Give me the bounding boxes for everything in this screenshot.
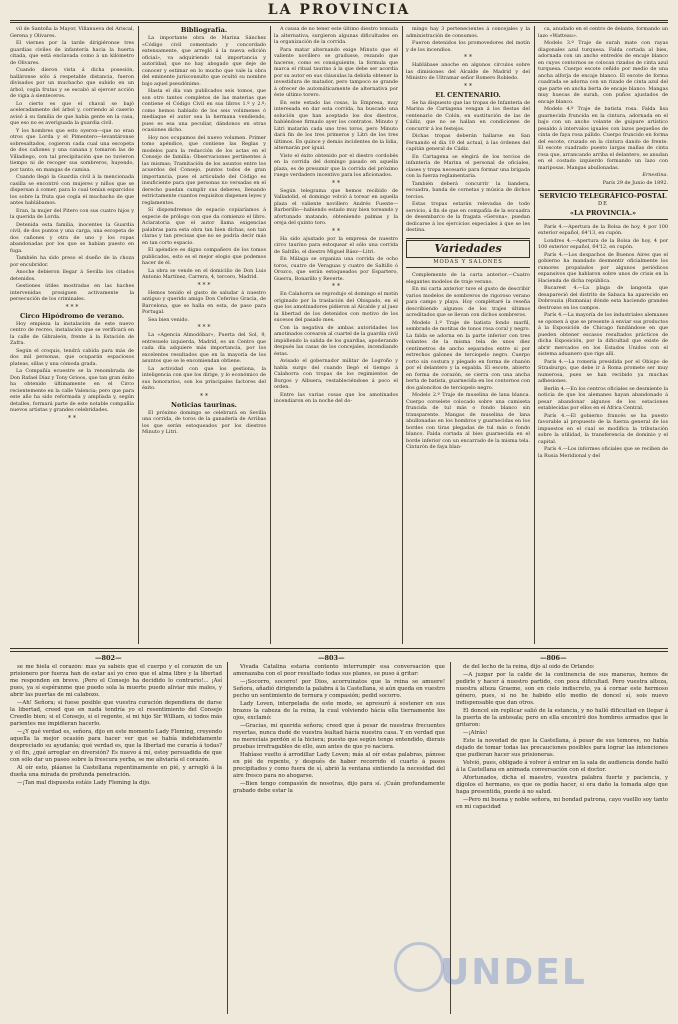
paragraph: Bucarest 4.—La plaga de langosta que desapareció del distrito de Sabaca ha aparecido en Dobrouzia (Rumania) dónde esta haciendo grandes destrozos en los campos. [538, 285, 668, 311]
top-col1-paras [10, 26, 134, 303]
section-rule [10, 648, 668, 649]
top-col4-paras2 [406, 62, 530, 82]
paragraph: —¿Y qué verdad es, señora, dijo en este momento Lady Fleming, creyendo aquella la mejor ocasión para hacer ver que se había indebidamente despreciado su ayudanía; qué verdad es, que la libertad me curaría á todas? y el fin, ¿qué arreglar en diversión? Es nuevo á mí, estoy persuadida de que con sólo dar un paseo sobre la frescura yerba, se me aliviaría el corazón. [10, 729, 222, 763]
column-divider [534, 26, 535, 644]
serial-col2-paras [233, 664, 445, 795]
paragraph: Hablábase anoche en algunos círculos sobre las dimisiones del Alcalde de Madrid y del Ministro de Ultramar señor Romero Robledo. [406, 62, 530, 81]
paragraph: —Ah! Señora; si fuese posible que vuestra curación dependiera de darse la libertad, creed que en nada tendría yo el resentimiento del Consejo Creedlo bien; si el Consejo, si el regente, si mi hijo Sir William, si todos más parientes me impidieran hacerlo. [10, 700, 222, 727]
masthead-rule-thin [10, 22, 668, 23]
serial-column-1 [10, 664, 222, 1016]
top-column-1 [10, 26, 134, 644]
folio-number-1: —802— [95, 654, 122, 662]
paragraph: En este estado las cosas, la Empresa, muy interesada en dar esta corrida, ha buscado una solución que han aceptado los dos diestros, habiéndose firmado ayer los contratos. Minuto y Litri matarán cada uno tres toros, pero Minuto dará fin de los tres primeros y Litri de los tres últimos. En quince y demás incidentes de la lidia, alternarán por igual. [274, 99, 398, 151]
paragraph: Se ha dispuesto que las tropas de Infantería de Marina de Cartagena vengan á los fiestas del centenario de Colón, en sustitución de las de Cádiz, que no se hallan en condiciones de concurrir á los festejos. [406, 99, 530, 132]
svg-text:UNDEL: UNDEL [440, 952, 587, 993]
paragraph: También deberá concurrir la bandera, escuadra, banda de cornetas y música de dichos tercios. [406, 180, 530, 200]
top-col3-paras2 [274, 188, 398, 227]
paragraph: —¡Atrás! [463, 730, 488, 736]
paragraph: Lady Loven, interpelada de este modo, se apresuró á sostener en sus brazos la cabeza de la reina, la cual volviendo hácia ella tiernamente los ojos, exclamó: [233, 701, 445, 721]
paragraph: La importante obra de Marina Sánchez «Código civil comentado y concordado extensamente, que arregló á la nueva edición oficial», va adquiriendo tal importancia y autoridad, que no hay abogado que deje de conocer y estimar en lo mucho que vale la obra del eminente jurisconsulto que ocultó su nombre bajo aquel pseudónimo. [142, 35, 266, 87]
paragraph: Complemento de la carta anterior.—Cuatro elegantes modelos de traje verano. [406, 272, 530, 285]
telegraph-box [538, 190, 668, 220]
paragraph: Visto el éxito obtenido por el diestro cordobés en la corrida del domingo pasado en aquella plaza, es de presumir que la corrida del próximo ruego verdadero incentivo para los aficionados. [274, 152, 398, 178]
paragraph: Con la negativa de ambas autoridades los amotinados corearon al cuartel de la guardia civil impidiendo la salida de los guardias, apoderando después las casas de los concejales, incendiando éstas. [274, 324, 398, 357]
folio-number-2: —803— [318, 654, 345, 662]
paragraph: Modelo 3.º Traje de surah mate con rayas diagonales azul turquesa. Falda cortada al bies, adornada con un ancho entredós de encaje blanco en cuyos contornos se colocan rizados de cinta azul turquesa. Cuerpo escote ceñido por medio de una ancha alforja de encaje blanco. El escote de forma cuadrada se adorna con un rizado de cinta azul del que parte en ancha berta de encaje blanco. Mangas muy huecas de surah, con puños ajustados de encaje blanco. [538, 40, 668, 105]
ornament: * * * [197, 324, 211, 331]
masthead-title: LA PROVINCIA [267, 2, 411, 18]
paragraph: Al oír esto, pláanse la Castellana repentinamente en pié, y arregló á la dueña una mirada de profunda penetración. [10, 765, 222, 778]
paragraph: En Málaga se organiza una corrida de ocho toros, cuatro de Veraguas y cuatro de Saltillo ó Orozco, que serán estoqueados por Espartero, Guerra, Bonarillo y Reverte. [274, 256, 398, 282]
top-col3-paras4 [274, 291, 398, 405]
top-column-4 [406, 26, 530, 644]
paragraph: de del lecho de la reina, dijo al oído de Orlando: [463, 664, 595, 670]
folio-number-3: —806— [540, 654, 567, 662]
paragraph: Sí dispondremos de espacio copiaríamos á especie de prólogo con que da comienzo el libro. Aclaratoria que el autor llama exigencias palabras para esta obra tan bien dichas, son tan claras y tan precisas que no se podría decir más en tan corto espacio. [142, 207, 266, 246]
paragraph: —¡Socorro, socorro! por Dios, acorruinatos que la reina se amuere! Señora, añadió dirigiendo la palabra á la Castellana, si aún queda en vuestro pecho un sentimiento de ternura y compasión; pedid socorro. [233, 679, 445, 699]
paragraph: Sea bien venido. [148, 316, 189, 323]
paragraph: Modelo 2.º Traje de muselina de lana blanca. Cuerpo corselete colocado sobre una camiseta fruncida de tul más o fondo blanco sin transparente. Mangas de muselina de lana abullonadas en los hombros y guarnecidas en los bordes con tiras plegadas de tul más o fondo blanco. Falda cortada al bies guarnecida en el borde inferior con un encarrado de la misma tela. Cinturón de faya blan- [406, 392, 530, 450]
paragraph: París 4.—Los despachos de Buenos Aires que el gobierno ha mandado desmentir oficialmente los rumores propalados por algunos periódicos expansivos que hablaron sobre unos de crisis en la Hacienda de dicha república. [538, 251, 668, 284]
top-col2-paras3 [142, 332, 266, 392]
paragraph: se me hiela el corazón: mas ya sabéis que el cuerpo y el corazón de un prisionero por fuerza han de estar así yo creo que el alma libre y la libertad me responden en breve. ¡Pero el Consejo ha decidido lo contrario!... ¡Así pues, ya sí espéranme que puedo sola la muerte puedo aliviar mis males, y abrir las puertas de mi calabozo. [10, 664, 222, 698]
paragraph: Berlín 4.—En los centros oficiales se desmiente la noticia de que los alemanes hayan abandonado á pesar abandonar algunos de los estaciones establecidas por ellos en el África Central. [538, 385, 668, 411]
paragraph: La Compañía ecuestre se la renombrada de Don Rafael Díaz y Tony Grioos, que tan gran éxito ha obtenido últimamente en el Circo recientemente en la calle Valencia; pero que para este año ha sido reformada y ampliada y, según detalles, formará parte de este notable compañía nuevos artistas y grandes celebridades. [10, 368, 134, 413]
section-heading-provincia: «LA PROVINCIA.» [569, 208, 637, 217]
ornament: * * * [65, 303, 79, 311]
paragraph: —Pero mi buena y noble señora, mi bondad patrona, cayo vuelllo soy tanto en mi capacidad [456, 797, 668, 810]
ornament: * * [68, 414, 76, 422]
ornament: * * [464, 54, 472, 61]
paragraph: Vivada Catalina estaría contento interrumpir esa conversación que amenazaba con el peor resultado todas sus planes, se puso á gritar: [233, 664, 445, 677]
paragraph: —Bien tengo compasión de nosotras, dijo para sí. ¡Cuán profundamente grabado debe estar la [233, 781, 445, 794]
section-heading-servicio: SERVICIO TELEGRÁFICO-POSTAL [539, 192, 667, 200]
paragraph: En Cartagena se elegirá de los tercios de infantería de Marina el personal de oficiales, clases y tropa necesario para formar una brigada con la fuerza reglamentaria. [406, 153, 530, 179]
top-col4-paras4 [406, 272, 530, 451]
paragraph: Entre las varias cosas que los amotinados incendiaron en la noche del do- [274, 391, 398, 404]
paragraph: Detenida esta familia, inocentes la Guardia civil, de dos puntos y una carga, una escopeta de dos cañones y otra de uno y los ropas abandonadas por los que se habían puesto en fuga. [10, 221, 134, 254]
ornament: * * [332, 179, 340, 187]
paragraph: Modelo 1.º Traje de batista fondo marfil, sembrado de motitas de tonos rosa coral y negro. La falda se adorna en la parte inferior con tres volantes de la misma tela de unos diez centímetros de ancho separados entre sí por estrechos galones de terciopelo negro. Cuerpo corto sin costura y plegado en forma de chanón por el delantero y la espalda. El escote, abierto en forma de corazón, se cierra con una ancha berta de batista, guarnecida en los contornos con dos galoncitos de terciopelo negro. [406, 319, 530, 391]
section-heading-circo: Circo Hipódromo de verano. [19, 311, 125, 320]
paragraph: París 4.—La mayoría de los industriales alemanes se oponen á que se presente á enviar sus productos á la Exposición de Chicago fundándose en que pueden obtener escasos resultados prácticos de dicha Exposición, por la dificultad que existe de abrir mercados en los Estados Unidos con el sistema aduanero que rige allí. [538, 312, 668, 357]
paragraph: La actividad con que los gestiona, la inteligencia con que los dirige, y lo económico de sus honorarios, son los principales factores del éxito. [142, 365, 266, 391]
paragraph: Fueron detenidos los promovedores del motín y de los incendios. [406, 40, 530, 53]
serial-col1-paras [10, 664, 222, 787]
paragraph: Lo cierto es que el chaval se bajó aceleradamente del árbol y, corriendo al caserío avisó á su familia de que habia gente en la casa, que eso no es averiguada la guardia civil. [10, 100, 134, 126]
ornament: * * * [197, 281, 211, 289]
paragraph: En mi carta anterior tuve el gusto de describir varios modelos de sombreros de rigoroso verano para campo y playa. Hoy complétaré la reseña describiendo algunos de los trajes últimos acreditados que se llevan con dichos sombreros. [406, 286, 530, 318]
ornament: * * [332, 227, 340, 235]
watermark-logo-graphic [440, 940, 640, 1000]
top-col5-paras [538, 26, 668, 171]
section-rule-thin [10, 651, 668, 652]
top-column-5 [538, 26, 668, 644]
serial-col3-paras [456, 664, 668, 811]
watermark-seal-icon [394, 942, 444, 992]
paragraph: Modelo 4.º Traje de batista rosa. Falda lisa guarnecida fruncida en la cintura, adornada en el bajo con un ancho volante de guipure artístico pesaldo á intervalos iguales con lazos pequeños de cinta de faya rosa pálido. Cuerpo fruncido en forma del escote, cruzado en la cintura dando de frente. El escote cuadrado puesto largas mallas de cinta rosa que, arrancando arriba el delantero, se anudan en el costado izquierdo formando un lazo con mariposas. Mangas abullonadas. [538, 106, 668, 171]
top-col4-paras3 [406, 100, 530, 234]
ornament: * * [464, 82, 472, 90]
top-col4-paras [406, 26, 530, 53]
dateline: París 29 de Junio de 1892. [602, 179, 668, 186]
paragraph: París 4.—Los informes oficiales que se reciben de la Rusia Meridional y del [538, 446, 668, 459]
masthead-rule [10, 20, 668, 21]
paragraph: También ha sido preso el dueño de la choza por encubridor. [10, 255, 134, 268]
paragraph: El viernes por la tarde dirigiéronse tres guardias civiles de infantería hacia la huerta citada, que está enclavada como á un kilómetro de Olivares. [10, 40, 134, 66]
paragraph: Cuando llegó la Guardia civil á la mencionada casilla se encontró con mujeres y niños que se dispersan á comer, para lo cual tenían esparcidos los sobre la fruta que cogía el muchacho de que antes hablábamos. [10, 174, 134, 206]
subheading-modas: MODAS Y SALONES [433, 258, 503, 265]
paragraph: Dichas tropas deberán hallarse en San Fernando el día 10 del actual, á las órdenes del capitán general de Cádiz. [406, 133, 530, 152]
watermark-logo [440, 940, 640, 1000]
top-column-2 [142, 26, 266, 644]
paragraph: —¡Tan mal dispuesta estáis Lady Fleming la dijo. [17, 780, 151, 786]
ornament: * * [200, 392, 208, 400]
top-col2-paras2 [142, 290, 266, 324]
paragraph: Según telegrama que hemos recibido de Valladolid, el domingo volvió á torear en aquella plaza el valiente novillero Andrés Fuente—Barberillo—habiendo estado muy bien toreando y afortunado matando, obteniendo palmas y la oreja del quinto toro. [274, 187, 398, 226]
paragraph: Eran, la mujer del Pitero con sus cuatro hijos y la querida de Lorda. [10, 207, 134, 220]
signature: Ernestina. [642, 172, 668, 178]
section-heading-taurinas: Noticias taurinas. [171, 400, 237, 409]
subheading-de: DE [598, 201, 608, 207]
column-divider [227, 662, 228, 1014]
paragraph: Según el croquis, tendrá cabida para más de dos mil personas, que ocuparán espaciosos plateas, sillas y una cómoda grada. [10, 347, 134, 367]
top-page-columns [10, 26, 668, 644]
paragraph: El doncel sin replicar salió de la estancia, y no halló dificultad en llegar á la puerta de la antesala; pero en ella encontró dos hombres armados que le gritaron: [456, 708, 668, 728]
paragraph: El próximo domingo se celebrará en Sevilla una corrida, de toros de la ganadería de Arribas los que serán estoqueados por los diestros Minuto y Litri. [142, 409, 266, 435]
paragraph: Gestiones útiles mostradas en las haches intervenidas prosiguen activamente la persecución de los criminales. [10, 283, 134, 302]
variedades-box [406, 238, 530, 269]
paragraph: Estas tropas estarán relevadas de todo servicio, á fin de que en compañía de la escuadra de desembarco de la fragata «Gerona», puedan dedicarse á los ejercicios especiales á que se les destina. [406, 201, 530, 233]
column-divider [270, 26, 271, 644]
paragraph: Afortunados, dicha el maestro, vuestra palabra fuerte y paciencia, y dígolos el hermano, es que os podía hacer, si era daño la tomada algo que haga presentida, puede á no salud. [456, 775, 668, 795]
paragraph: mingo hay 3 pertenecientes á concejales y la administración de consumos. [406, 26, 530, 39]
paragraph: Cuando dieron vista á dicha posesión, halláronse sólo á respetable distancia, fueron divisados por un muchacho que subido en un árbol, cogía frutas y se escabó al ejercer acción de vigía á sienteceros. [10, 67, 134, 99]
top-col1-paras2 [10, 321, 134, 414]
column-divider [138, 26, 139, 644]
paragraph: Londres 4.—Apertura de la Bolsa de hoy, 4 por 100 exterior español, 64'12, en cupón. [538, 237, 668, 250]
top-col3-paras3 [274, 236, 398, 283]
column-divider [402, 26, 403, 644]
section-heading-centenario: EL CENTENARIO. [435, 90, 501, 99]
paragraph: Hoy empieza la instalación de este nuevo centro de recreo, instalación que se verificará en la calle de Gibraleón, frente á la Estación de Zafra. [10, 320, 134, 346]
paragraph: París 4.—La romería presidida por el Obispo de Strasburgo, que debe ir á Roma promete ser muy numerosa, pues se han recibido ya muchas adhesiones. [538, 358, 668, 384]
paragraph: Hasta el día van publicados seis tomos, que son otro tantos completos de las materias que contiene el Código Civil en sus libros 1.º y 2.º; como hemos hablado de los seis volúmenes ó mediaque el autor sea la hermana vendiendo, pues es esa una peculiar, dándonos en otras ocasiones dicho. [142, 88, 266, 133]
paragraph: En Calahorra se reprodujo el domingo el motín originado por la traslación del Obispado, en el que los amotinadores pidieron al Alcalde y al juez la libertad de los detenidos con motivo de los sucesos del pasado mes. [274, 291, 398, 323]
paragraph: Anoche debieron llegar á Sevilla los citados detenidos. [10, 269, 134, 282]
paragraph: Habíase vuelto á arrodillar Lady Loven; más al oír estas palabras, pánose en pié de repente, y después de haber recorrido el cuarto á pasos precipitados y como fuera de sí, abrió la ventana sintiendo la necesidad del aire fresco para no ahogarse. [233, 752, 445, 779]
paragraph: El apéndice es digno compañero de los tomos publicados, esto es el mejor elogio que podemos hacer de él. [142, 247, 266, 266]
top-col5-paras2 [538, 224, 668, 460]
top-column-3 [274, 26, 398, 644]
paragraph: La «Agencia Almodóbar», Puerta del Sol, 9, entresuelo izquierda, Madrid, es un Centro que cada día adquiere más importancia, por los excelentes resultados que en la mayoría de los asuntos que se le encomiendan obtiene. [142, 332, 266, 364]
paragraph: —A juzgar por la calde de la continencia de sus maneras, hemos de pedirle y hacer á nuestro partido, con poca dificultad. Pero vuestra alteza, nuestra alteza Graeme, son en cielo indiscreto, ya á cornar este hermoso género, pues, si no he habido ello medio de doncel sí, sois nuevo indispensable que dan otros. [456, 672, 668, 706]
top-col3-paras [274, 26, 398, 179]
paragraph: Ha sido ajustado por la empresa de nuestro circo taurino para estoquear el sólo una corrida de Saltillo, el diestro Miguel Báez—Litri. [274, 235, 398, 255]
paragraph: Este la novedad de que la Castellana, á pesar de sus temores, no había dejado de tomar todas las precauciones posibles para lograr las intenciones que pudieran hacer sus prisioneras. [456, 738, 668, 758]
paragraph: —Gracias, mi querida señora; creed que á pesar de nuestras frecuentes reyertas, nunca dudé de vuestra lealtad hácia nuestra casa. Y en verdad que no merecíais perdón si la hiciera; puesto que según tengo entendido, dierais pruebas irrefragables de ello, aun antes de que yo naciera. [233, 723, 445, 750]
top-col2-paras4 [142, 410, 266, 436]
paragraph: París 4.—El gobierno francés se ha puesto favorable al propuesto de la fuerza general de los impuestos en el cual se modifica la tributación sobre la utilidad, la transferencia de dominio y el capital. [538, 412, 668, 445]
paragraph: A causa de no tener este último diestro tomada la alternativa, surgieron algunas dificultades en la organización de la corrida. [274, 26, 398, 45]
ornament: * * [332, 283, 340, 290]
paragraph: Volvió, pues, obligado á volver á entrar en la sala de audiencia donde halló á la Castellana en animada conversación con el doctor. [456, 760, 668, 773]
paragraph: Hemos tenido el gusto de saludar á nuestro antiguo y querido amigo Don Ceferino Gracia, de Barcelona, que se halla en esta, de paso para Portugal. [142, 289, 266, 315]
paragraph: vil de Santoña la Mayor, Villanueva del Ariscal, Gerena y Olivares. [10, 26, 134, 39]
top-col2-paras [142, 35, 266, 281]
paragraph: La obra se vende en el domicilio de Don Luis Antonio Martínez, Carrera, 4, tercero, Madrid. [142, 267, 266, 280]
paragraph: Y los hombres que esto oyeron—que no eran otros que Lorda y el Pimentero—levantáronse sobresaltados, cogieron cada cual una escopeta de dos cañones y una canana y tomaron las de Villadiego, con tal precipitación que no tuvieron tiempo ni de recoger sus sombreros, huyendo, por tanto, en mangas de camisa. [10, 127, 134, 173]
section-heading-variedades: Variedades [406, 240, 530, 258]
paragraph: Para matar alternando exige Minuto que el valiente novillero se gradusse, rezando que hacerse, como es consiguiente, la formula que marca el ritual taurino á la que debe ser acordia por su autor en sus cláusulas la debida obtener la investidura de matador, pero tampoco se grande á ofrecer de automáticamente de alternativa por éste ultimo torero. [274, 46, 398, 98]
section-heading-bibliografia: Bibliografía. [180, 26, 228, 34]
paragraph: Hoy nos ocupamos del nuevo volumen. Primer tomo apéndice, que contiene las Reglas y modelos para la redacción de los actas en el Consejo de familia: Observaciones pertinentes á las mismas; Tramitación de los asuntos entre los acuerdos del Consejo, puntos todos de gran importancia, pues el articulado del Código es insuficiente para que personas no versadas en el derecho puedan cumplir sus deberes, llenando estrictamente cuantos requisitos dispenen leyes y reglamentos. [142, 134, 266, 206]
paragraph: ca, anudado en el centro de delante, formando un lazo «Watteau». [538, 26, 668, 39]
paragraph: París 4.—Apertura de la Bolsa de hoy, 4 por 100 exterior español, 64'13, en cupón. [538, 223, 668, 236]
paragraph: Avisado el gobernador militar de Logroño y habla surgo del cuando llegó el tiempo á Calahorra con tropas de los regimientos de Burgos y Albuera, restableciéndose á poco el orden. [274, 358, 398, 390]
